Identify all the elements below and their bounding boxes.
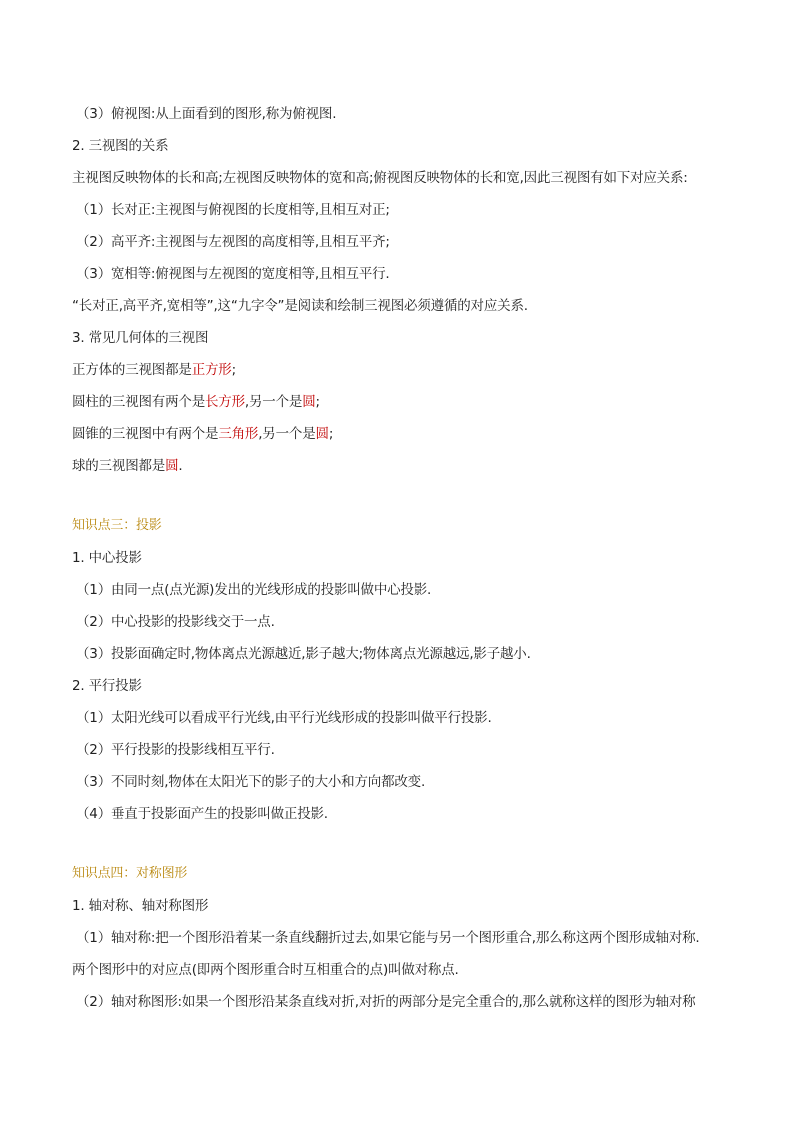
highlight-term: 圆 (315, 426, 329, 442)
text-line: 两个图形中的对应点(即两个图形重合时互相重合的点)叫做对称点. (72, 962, 459, 978)
subheading: 2. 平行投影 (72, 678, 142, 694)
sphere-line (72, 456, 734, 476)
text-span: 正方体的三视图都是 (72, 362, 192, 378)
text-line: （4）垂直于投影面产生的投影叫做正投影. (76, 806, 328, 822)
text-line: （1）太阳光线可以看成平行光线,由平行光线形成的投影叫做平行投影. (76, 710, 492, 726)
text-line: 主视图反映物体的长和高;左视图反映物体的宽和高;俯视图反映物体的长和宽,因此三视图有如下对应关系: (72, 170, 688, 186)
text-span: 球的三视图都是 (72, 458, 166, 474)
text-span: ,另一个是 (244, 394, 303, 410)
highlight-term: 正方形 (191, 362, 232, 378)
highlight-term: 圆 (165, 458, 179, 474)
text-line: （3）不同时刻,物体在太阳光下的影子的大小和方向都改变. (76, 774, 426, 790)
subheading: 3. 常见几何体的三视图 (72, 330, 209, 346)
highlight-term: 三角形 (218, 426, 259, 442)
highlight-term: 长方形 (205, 394, 245, 410)
text-line: （3）俯视图:从上面看到的图形,称为俯视图. (76, 106, 337, 122)
text-line: （3）投影面确定时,物体离点光源越近,影子越大;物体离点光源越远,影子越小. (76, 646, 531, 662)
subheading: 1. 轴对称、轴对称图形 (72, 898, 209, 914)
text-span: 圆柱的三视图有两个是 (72, 394, 205, 410)
text-line: （2）轴对称图形:如果一个图形沿某条直线对折,对折的两部分是完全重合的,那么就称这样的图形为轴对称 (76, 994, 696, 1010)
text-line: （2）中心投影的投影线交于一点. (76, 614, 275, 630)
text-line: （2）高平齐:主视图与左视图的高度相等,且相互平齐; (76, 234, 390, 250)
text-span: ,另一个是 (258, 426, 316, 442)
text-line: （1）由同一点(点光源)发出的光线形成的投影叫做中心投影. (76, 582, 432, 598)
text-line: （3）宽相等:俯视图与左视图的宽度相等,且相互平行. (76, 266, 390, 282)
text-span: . (178, 458, 183, 474)
text-line: （2）平行投影的投影线相互平行. (76, 742, 275, 758)
section-heading: 知识点三：投影 (72, 518, 162, 533)
text-line: （1）轴对称:把一个图形沿着某一条直线翻折过去,如果它能与另一个图形重合,那么称这两个图形成轴对称. (76, 930, 700, 946)
text-line: （1）长对正:主视图与俯视图的长度相等,且相互对正; (76, 202, 390, 218)
text-line: “长对正,高平齐,宽相等”,这“九字令”是阅读和绘制三视图必须遵循的对应关系. (72, 298, 528, 314)
text-span: 圆锥的三视图中有两个是 (72, 426, 219, 442)
text-span: ; (315, 394, 320, 410)
text-span: ; (328, 426, 334, 442)
text-span: ; (231, 362, 236, 378)
highlight-term: 圆 (302, 394, 316, 410)
section-heading: 知识点四：对称图形 (72, 866, 188, 881)
cone-line (72, 424, 734, 444)
subheading: 2. 三视图的关系 (72, 138, 169, 154)
cylinder-line (72, 392, 734, 412)
subheading: 1. 中心投影 (72, 550, 142, 566)
cube-line (72, 360, 734, 380)
